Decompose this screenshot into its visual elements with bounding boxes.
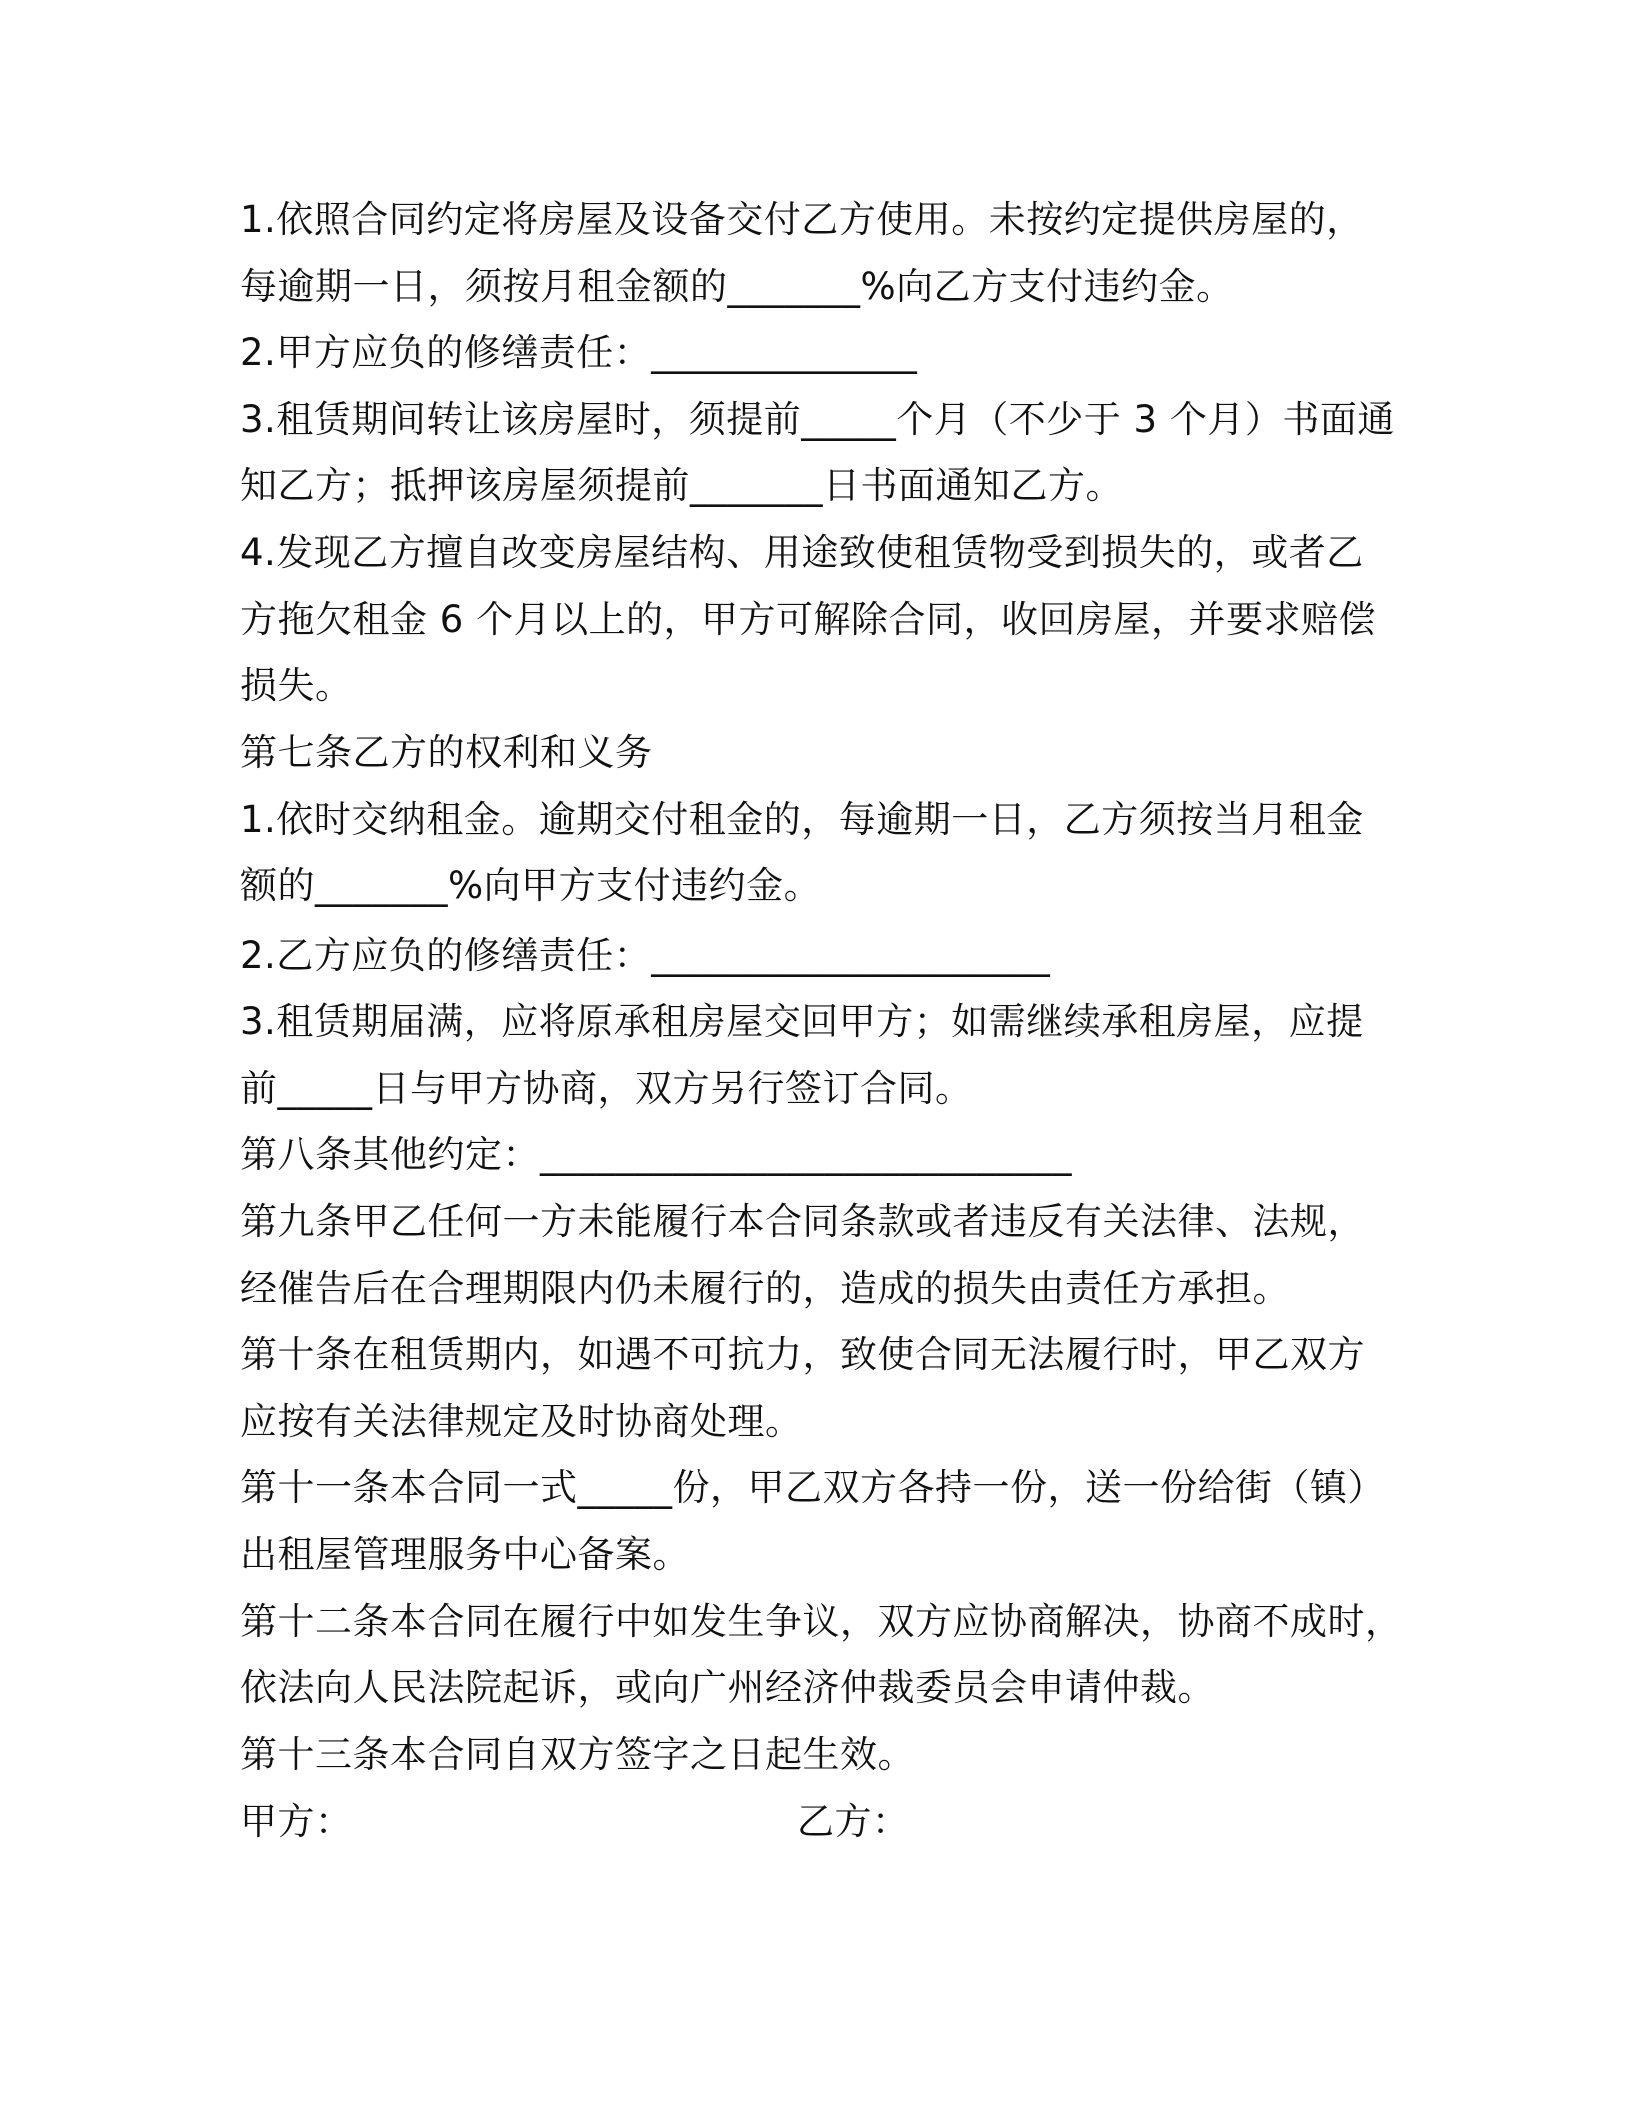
text-line: 第九条甲乙任何一方未能履行本合同条款或者违反有关法律、法规， [240, 1200, 1365, 1243]
text-line: 2.甲方应负的修缮责任：______________ [240, 331, 918, 374]
text-line: 4.发现乙方擅自改变房屋结构、用途致使租赁物受到损失的，或者乙 [240, 531, 1364, 574]
text-line: 损失。 [240, 664, 353, 707]
text-line: 每逾期一日，须按月租金额的_______%向乙方支付违约金。 [240, 265, 1234, 308]
text-line: 2.乙方应负的修缮责任：_____________________ [240, 934, 1051, 977]
text-line: 第十条在租赁期内，如遇不可抗力，致使合同无法履行时，甲乙双方 [240, 1333, 1365, 1376]
text-line: 3.租赁期届满，应将原承租房屋交回甲方；如需继续承租房屋，应提 [240, 1000, 1364, 1043]
text-line: 依法向人民法院起诉，或向广州经济仲裁委员会申请仲裁。 [240, 1666, 1215, 1709]
text-line: 前_____日与甲方协商，双方另行签订合同。 [240, 1067, 973, 1110]
text-line: 1.依时交纳租金。逾期交付租金的，每逾期一日，乙方须按当月租金 [240, 798, 1364, 841]
text-line: 出租屋管理服务中心备案。 [240, 1533, 690, 1576]
text-line: 1.依照合同约定将房屋及设备交付乙方使用。未按约定提供房屋的， [240, 198, 1364, 241]
text-line: 第十二条本合同在履行中如发生争议，双方应协商解决，协商不成时， [240, 1600, 1403, 1643]
text-line: 3.租赁期间转让该房屋时，须提前_____个月（不少于 3 个月）书面通 [240, 398, 1395, 441]
signature-party-a: 甲方： [240, 1800, 353, 1843]
signature-party-b: 乙方： [797, 1800, 910, 1843]
text-line: 第八条其他约定：____________________________ [240, 1133, 1072, 1176]
text-line: 方拖欠租金 6 个月以上的，甲方可解除合同，收回房屋，并要求赔偿 [240, 598, 1377, 641]
section-heading: 第七条乙方的权利和义务 [240, 731, 653, 774]
text-line: 第十三条本合同自双方签字之日起生效。 [240, 1733, 915, 1776]
text-line: 应按有关法律规定及时协商处理。 [240, 1400, 803, 1443]
text-line: 经催告后在合理期限内仍未履行的，造成的损失由责任方承担。 [240, 1267, 1290, 1310]
text-line: 知乙方；抵押该房屋须提前_______日书面通知乙方。 [240, 464, 1123, 507]
text-line: 额的_______%向甲方支付违约金。 [240, 864, 822, 907]
text-line: 第十一条本合同一式_____份，甲乙双方各持一份，送一份给街（镇） [240, 1466, 1385, 1509]
